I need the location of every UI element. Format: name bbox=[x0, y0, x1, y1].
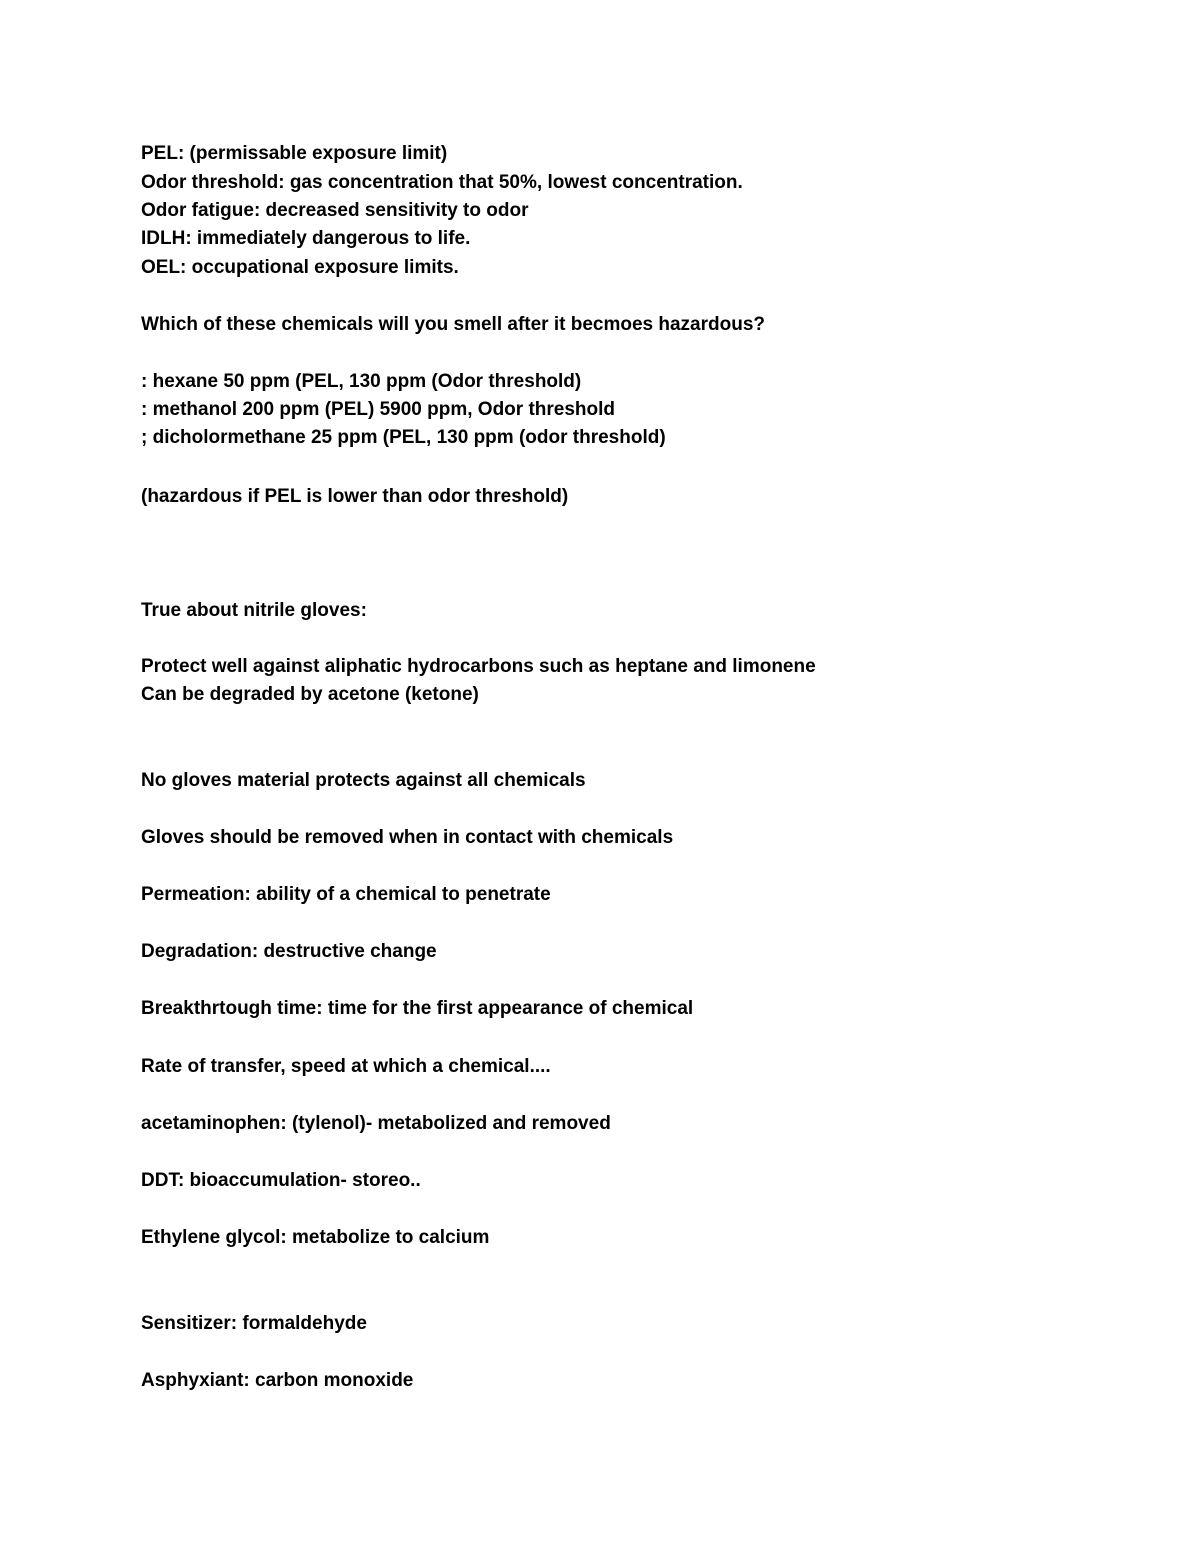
definition-degradation: Degradation: destructive change bbox=[141, 941, 437, 962]
definition-oel: OEL: occupational exposure limits. bbox=[141, 257, 459, 278]
definition-rate-of-transfer: Rate of transfer, speed at which a chemical.... bbox=[141, 1056, 551, 1077]
definition-permeation: Permeation: ability of a chemical to penetrate bbox=[141, 884, 551, 905]
hazard-note: (hazardous if PEL is lower than odor threshold) bbox=[141, 486, 569, 507]
example-acetaminophen: acetaminophen: (tylenol)- metabolized and removed bbox=[141, 1113, 611, 1134]
definition-odor-fatigue: Odor fatigue: decreased sensitivity to odor bbox=[141, 200, 529, 221]
chemical-hexane: : hexane 50 ppm (PEL, 130 ppm (Odor threshold) bbox=[141, 371, 582, 392]
question-heading: Which of these chemicals will you smell after it becmoes hazardous? bbox=[141, 314, 766, 335]
gloves-fact-no-material: No gloves material protects against all chemicals bbox=[141, 770, 586, 791]
definition-pel: PEL: (permissable exposure limit) bbox=[141, 143, 448, 164]
example-sensitizer: Sensitizer: formaldehyde bbox=[141, 1313, 367, 1334]
example-asphyxiant: Asphyxiant: carbon monoxide bbox=[141, 1370, 414, 1391]
example-ddt: DDT: bioaccumulation- storeo.. bbox=[141, 1170, 421, 1191]
example-ethylene-glycol: Ethylene glycol: metabolize to calcium bbox=[141, 1227, 490, 1248]
chemical-methanol: : methanol 200 ppm (PEL) 5900 ppm, Odor threshold bbox=[141, 399, 616, 420]
nitrile-fact-degraded: Can be degraded by acetone (ketone) bbox=[141, 684, 479, 705]
definition-odor-threshold: Odor threshold: gas concentration that 50%, lowest concentration. bbox=[141, 172, 743, 193]
nitrile-fact-protect: Protect well against aliphatic hydrocarbons such as heptane and limonene bbox=[141, 656, 816, 677]
definition-idlh: IDLH: immediately dangerous to life. bbox=[141, 228, 471, 249]
definition-breakthrough-time: Breakthrtough time: time for the first appearance of chemical bbox=[141, 998, 694, 1019]
nitrile-gloves-heading: True about nitrile gloves: bbox=[141, 600, 367, 621]
chemical-dichloromethane: ; dicholormethane 25 ppm (PEL, 130 ppm (odor threshold) bbox=[141, 427, 666, 448]
gloves-fact-remove: Gloves should be removed when in contact with chemicals bbox=[141, 827, 674, 848]
